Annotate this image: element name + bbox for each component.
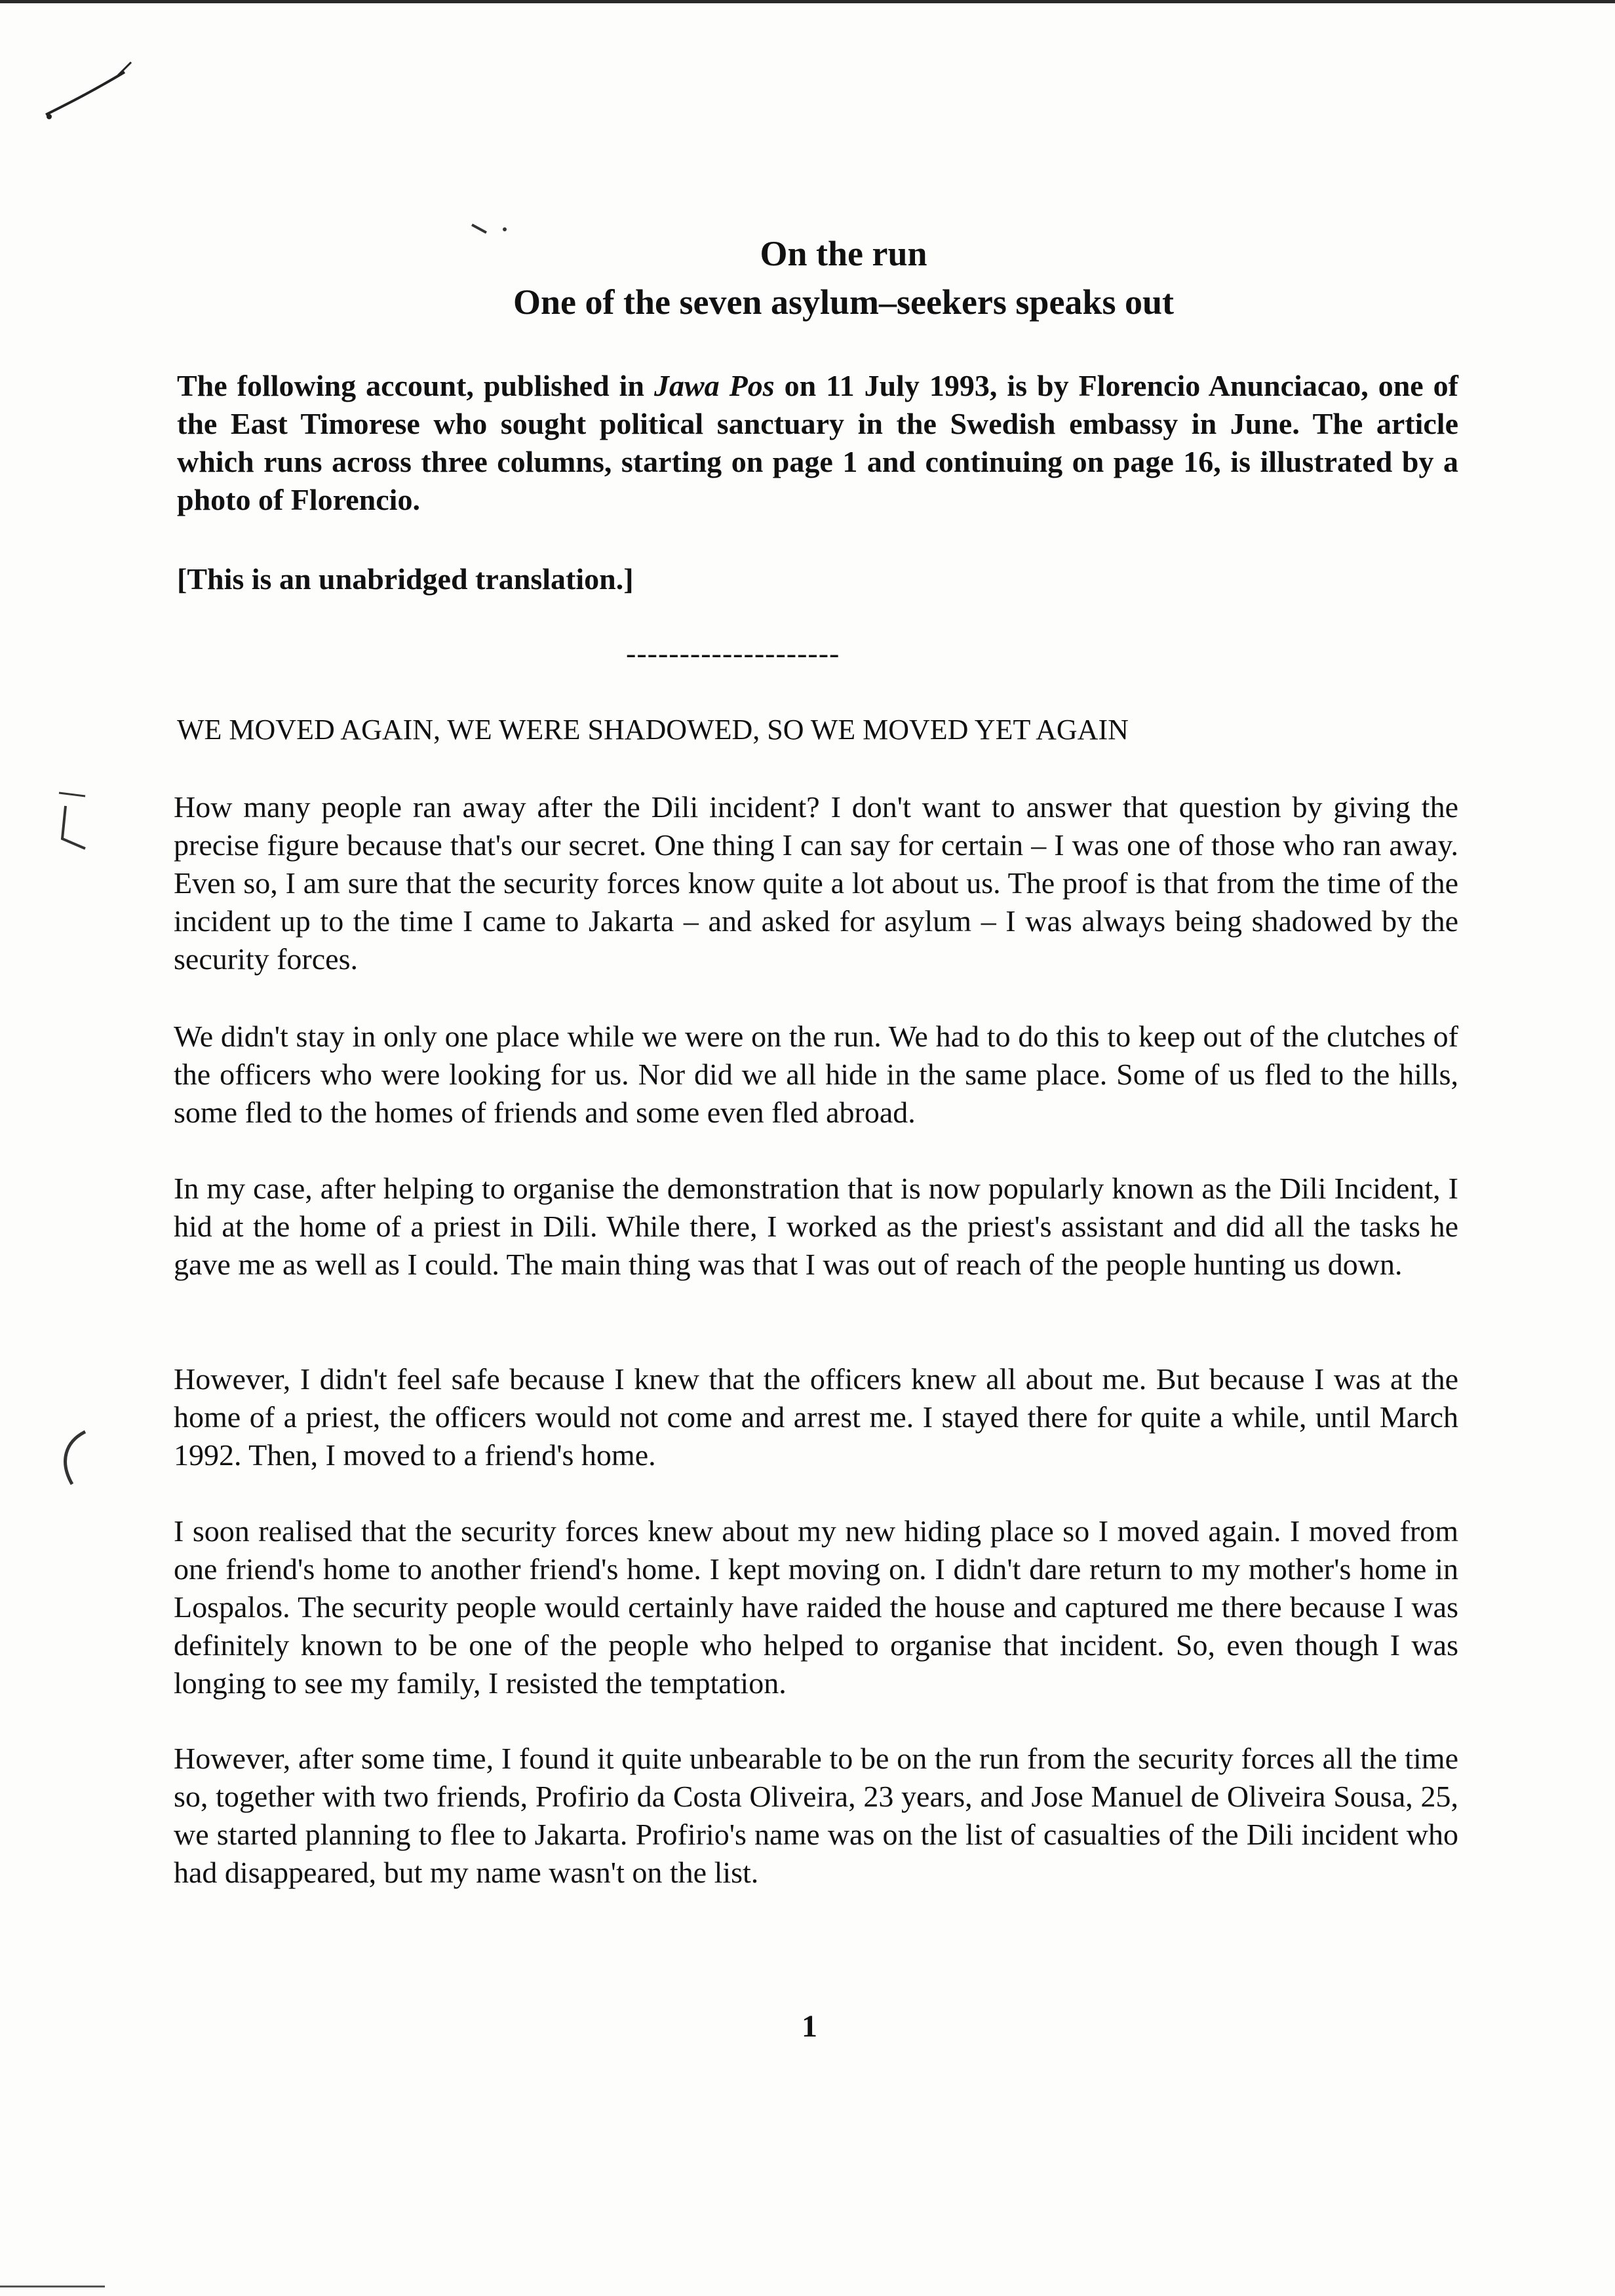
intro-before-publication: The following account, published in bbox=[177, 369, 654, 402]
body-paragraph: In my case, after helping to organise the demonstration that is now popularly known as the Dili Incident, I hid at the home of a priest in Dili. While there, I worked as the priest's assistant and did all the tasks he gave me as well as I could. The main thing was that I was out of reach of the people hunting us down. bbox=[174, 1172, 1458, 1281]
intro-after-publication: on 11 July 1993, is by Florencio Anunciacao, one of the East Timorese who sought political sanctuary in the Swedish embassy in June. The article which runs across three columns, starting on page 1 and continuing on page 16, is illustrated by a photo of Florencio. bbox=[177, 369, 1459, 516]
scan-top-edge bbox=[0, 0, 1615, 3]
document-subtitle: One of the seven asylum–seekers speaks out bbox=[513, 282, 1174, 322]
scan-bottom-edge bbox=[0, 2286, 105, 2287]
separator-line: -------------------- bbox=[626, 636, 840, 670]
page-number: 1 bbox=[802, 2009, 817, 2044]
body-paragraph: How many people ran away after the Dili incident? I don't want to answer that question by giving the precise figure because that's our secret. One thing I can say for certain – I was one of those who ran away. Even so, I am sure that the security forces know quite a lot about us. The proof is that from the time of the incident up to the time I came to Jakarta – and asked for asylum – I was always being shadowed by the security forces. bbox=[174, 790, 1458, 976]
intro-paragraph bbox=[177, 367, 1458, 519]
body-paragraph: I soon realised that the security forces knew about my new hiding place so I moved again. I moved from one friend's home to another friend's home. I kept moving on. I didn't dare return to my mother's home in Lospalos. The security people would certainly have raided the house and captured me there because I was definitely known to be one of the people who helped to organise that incident. So, even though I was longing to see my family, I resisted the temptation. bbox=[174, 1514, 1458, 1700]
body-paragraph: We didn't stay in only one place while we were on the run. We had to do this to keep out of the clutches of the officers who were looking for us. Nor did we all hide in the same place. Some of us fled to the hills, some fled to the homes of friends and some even fled abroad. bbox=[174, 1020, 1458, 1129]
margin-mark-1 bbox=[46, 786, 98, 858]
body-paragraph: However, after some time, I found it quite unbearable to be on the run from the security forces all the time so, together with two friends, Profirio da Costa Oliveira, 23 years, and Jose Manuel de Oliveira Sousa, 25, we started planning to flee to Jakarta. Profirio's name was on the list of casualties of the Dili incident who had disappeared, but my name wasn't on the list. bbox=[174, 1742, 1458, 1889]
section-heading: WE MOVED AGAIN, WE WERE SHADOWED, SO WE MOVED YET AGAIN bbox=[177, 714, 1129, 746]
publication-name: Jawa Pos bbox=[653, 369, 775, 402]
body-paragraph: However, I didn't feel safe because I knew that the officers knew all about me. But because I was at the home of a priest, the officers would not come and arrest me. I stayed there for quite a while, until March 1992. Then, I moved to a friend's home. bbox=[174, 1362, 1458, 1472]
pen-mark-top-left bbox=[39, 46, 138, 124]
translation-note: [This is an unabridged translation.] bbox=[177, 562, 634, 596]
title-block bbox=[0, 229, 1615, 326]
margin-mark-2 bbox=[46, 1422, 98, 1494]
document-title: On the run bbox=[760, 234, 927, 273]
